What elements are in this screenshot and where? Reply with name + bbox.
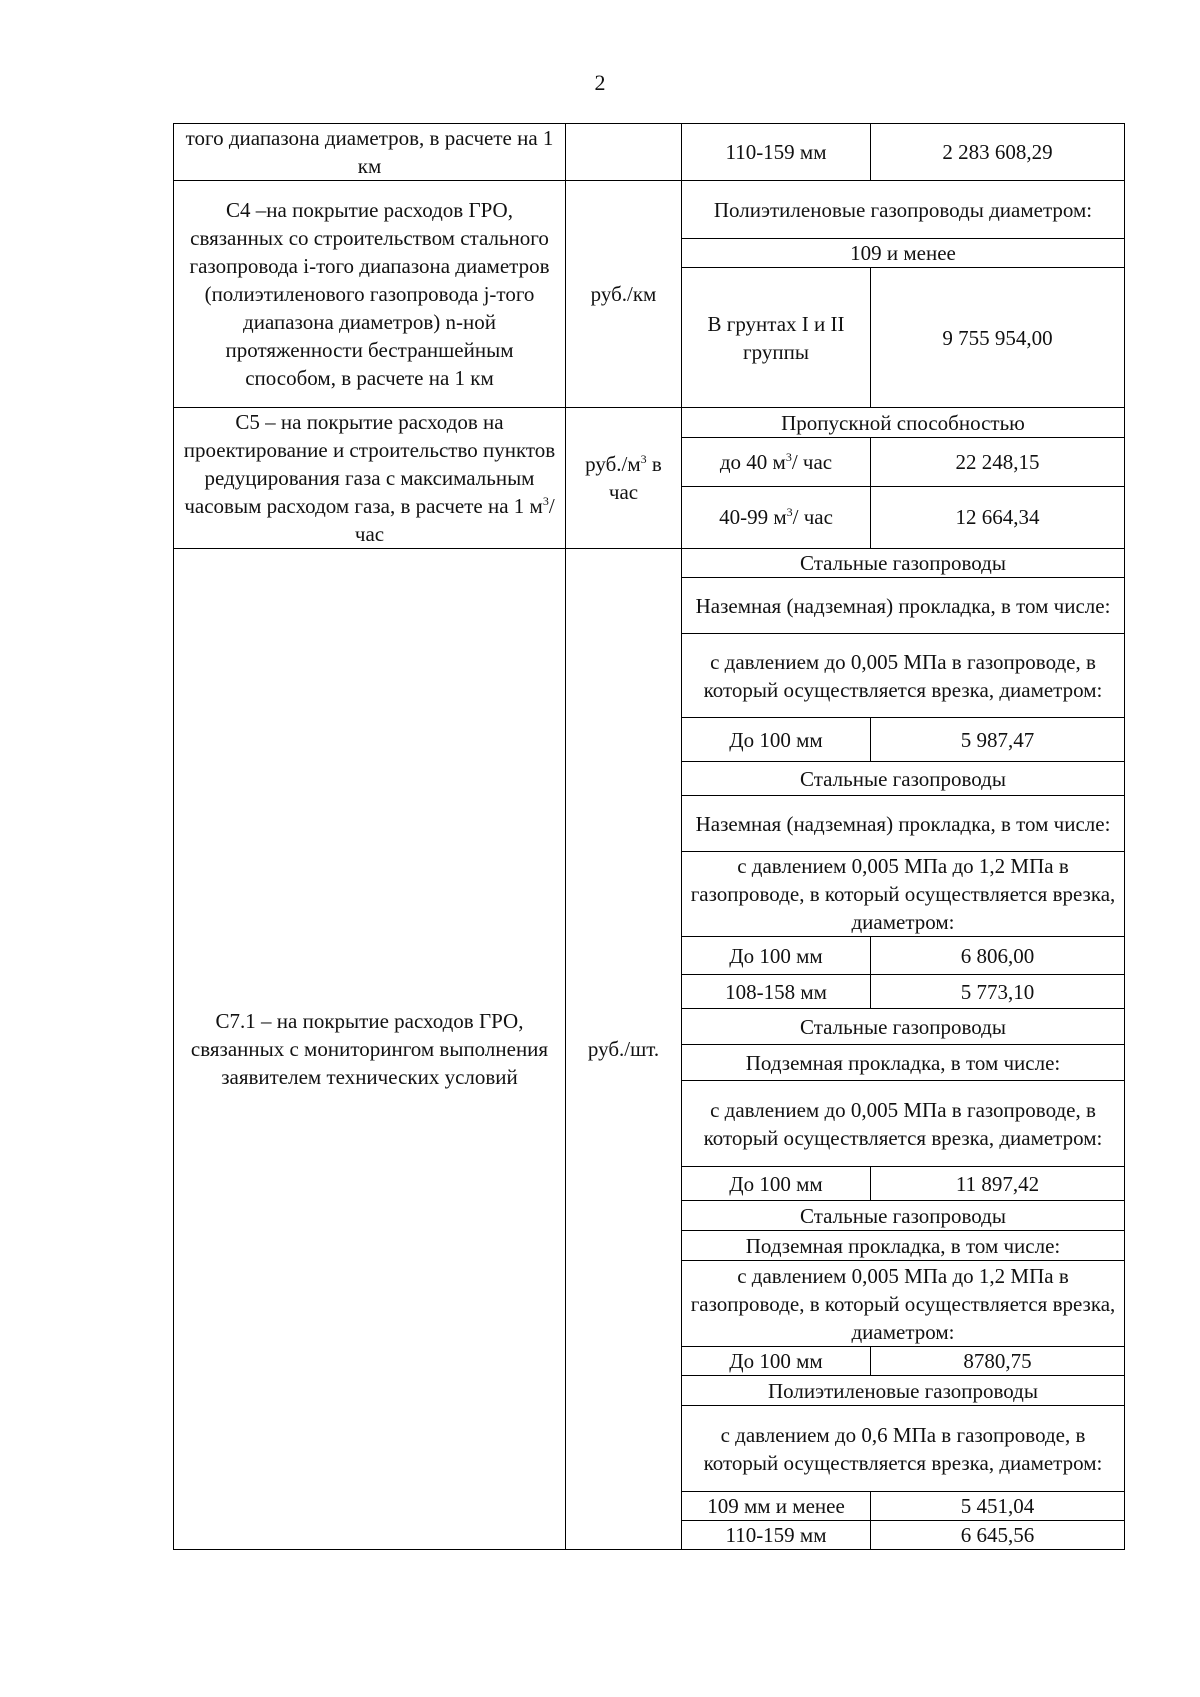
- value-cell: 2 283 608,29: [871, 124, 1125, 181]
- value-cell: 5 451,04: [871, 1492, 1125, 1521]
- diameter-cell: 109 мм и менее: [682, 1492, 871, 1521]
- rate-label-c71: С7.1 – на покрытие расходов ГРО, связанных с мониторингом выполнения заявителем технических условий: [174, 549, 566, 1550]
- pipe-type-header: Стальные газопроводы: [682, 1201, 1125, 1231]
- table-row: [174, 408, 1125, 438]
- diameter-cell: 108-158 мм: [682, 975, 871, 1009]
- table-row: [174, 124, 1125, 181]
- diameter-cell: До 100 мм: [682, 1347, 871, 1376]
- pressure-header: с давлением до 0,005 МПа в газопроводе, в который осуществляется врезка, диаметром:: [682, 1081, 1125, 1167]
- soil-cell: В грунтах I и II группы: [682, 268, 871, 408]
- pressure-header: с давлением до 0,6 МПа в газопроводе, в который осуществляется врезка, диаметром:: [682, 1406, 1125, 1492]
- unit-cell: руб./км: [566, 181, 682, 408]
- diameter-cell: До 100 мм: [682, 1167, 871, 1201]
- diameter-cell: 110-159 мм: [682, 124, 871, 181]
- laying-header: Наземная (надземная) прокладка, в том числе:: [682, 796, 1125, 852]
- laying-header: Наземная (надземная) прокладка, в том числе:: [682, 578, 1125, 634]
- rate-label-c5: С5 – на покрытие расходов на проектирование и строительство пунктов редуцирования газа с максимальным часовым расходом газа, в расчете на 1 $м^3/$ час: [174, 408, 566, 549]
- value-cell: 22 248,15: [871, 438, 1125, 486]
- diameter-cell: До 100 мм: [682, 718, 871, 762]
- pressure-header: с давлением 0,005 МПа до 1,2 МПа в газопроводе, в который осуществляется врезка, диаметром:: [682, 852, 1125, 937]
- table-row: [174, 181, 1125, 239]
- group-header: Пропускной способностью: [682, 408, 1125, 438]
- value-cell: 12 664,34: [871, 486, 1125, 548]
- page-number: 2: [594, 70, 606, 95]
- unit-cell: $руб./м^3$ в час: [566, 408, 682, 549]
- value-cell: 9 755 954,00: [871, 268, 1125, 408]
- capacity-cell: 40-99 $м^3/$ час: [682, 486, 871, 548]
- rate-label-c4: С4 –на покрытие расходов ГРО, связанных со строительством стального газопровода i-того диапазона диаметров (полиэтиленового газопровода j-того диапазона диаметров) n-ной протяженности бестраншейным способом, в расчете на 1 км: [174, 181, 566, 408]
- rate-label-c3: того диапазона диаметров, в расчете на 1 км: [174, 124, 566, 181]
- diameter-cell: До 100 мм: [682, 937, 871, 975]
- table-row: [174, 549, 1125, 578]
- unit-cell: [566, 124, 682, 181]
- pipe-type-header: Стальные газопроводы: [682, 549, 1125, 578]
- unit-cell: руб./шт.: [566, 549, 682, 1550]
- tariff-table: [173, 123, 1125, 1550]
- laying-header: Подземная прокладка, в том числе:: [682, 1045, 1125, 1081]
- pipe-type-header: Стальные газопроводы: [682, 762, 1125, 796]
- pipe-type-header: Стальные газопроводы: [682, 1009, 1125, 1045]
- group-header: Полиэтиленовые газопроводы диаметром:: [682, 181, 1125, 239]
- value-cell: 6 645,56: [871, 1521, 1125, 1550]
- pressure-header: с давлением до 0,005 МПа в газопроводе, в который осуществляется врезка, диаметром:: [682, 634, 1125, 718]
- pipe-type-header: Полиэтиленовые газопроводы: [682, 1376, 1125, 1406]
- laying-header: Подземная прокладка, в том числе:: [682, 1231, 1125, 1261]
- value-cell: 5 773,10: [871, 975, 1125, 1009]
- value-cell: 6 806,00: [871, 937, 1125, 975]
- value-cell: 11 897,42: [871, 1167, 1125, 1201]
- diameter-cell: 110-159 мм: [682, 1521, 871, 1550]
- pressure-header: с давлением 0,005 МПа до 1,2 МПа в газопроводе, в который осуществляется врезка, диаметром:: [682, 1261, 1125, 1347]
- diameter-header: 109 и менее: [682, 239, 1125, 268]
- capacity-cell: до 40 $м^3/$ час: [682, 438, 871, 486]
- value-cell: 8780,75: [871, 1347, 1125, 1376]
- value-cell: 5 987,47: [871, 718, 1125, 762]
